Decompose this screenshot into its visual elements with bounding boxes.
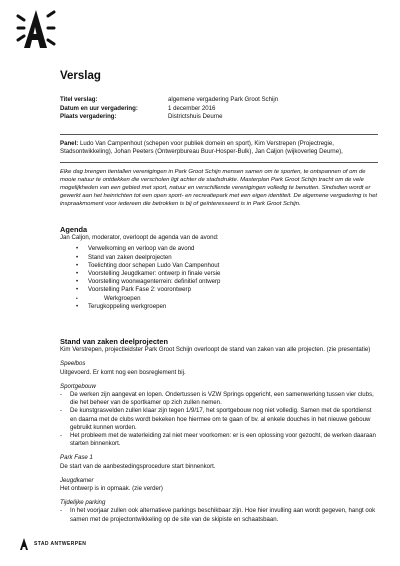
list-item: • Toelichting door schepen Ludo Van Campenhout	[88, 262, 378, 270]
list-item: • Stand van zaken deelprojecten	[88, 254, 378, 262]
divider	[60, 134, 378, 135]
sport-item-text: De werken zijn aangevat en lopen. Ondertussen is VZW Springs opgericht, een samenwerking tussen vier clubs, die het beheer van de sportkamer op zich zullen nemen.	[70, 391, 374, 407]
page-title: Verslag	[60, 70, 101, 82]
list-item: - Het probleem met de waterleiding zal niet meer voorkomen: er is een oplossing voor gezocht, de werken daaraan starten binnenkort.	[60, 432, 378, 448]
sport-item-text: De kunstgrasvelden zullen klaar zijn tegen 1/9/17, het sportgebouw nog niet volledig. Samen met de sportdienst en daarna met de clubs wordt bekeken hoe hiermee om te gaan of bv. al enkele douches in het nieuwe gebouw gebruikt kunnen worden.	[70, 407, 372, 431]
list-item: - De kunstgrasvelden zullen klaar zijn tegen 1/9/17, het sportgebouw nog niet volledig. Samen met de sportdienst en daarna met de clubs wordt bekeken hoe hiermee om te gaan of bv. al enkele douches in het nieuwe gebouw gebruikt kunnen worden.	[60, 407, 378, 432]
parking-title: Tijdelijke parking	[60, 499, 106, 507]
sport-item-text: Het probleem met de waterleiding zal niet meer voorkomen: er is een oplossing voor gezocht, de werken daaraan starten binnenkort.	[70, 432, 376, 448]
fase-text: De start van de aanbestedingsprocedure start binnenkort.	[60, 462, 216, 470]
divider	[60, 162, 378, 163]
list-item: • Voorstelling Jeugdkamer: ontwerp in finale versie	[88, 270, 378, 278]
agenda-section	[60, 226, 378, 311]
meta-row	[60, 105, 380, 114]
meta-value: algemene vergadering Park Groot Schijn	[168, 96, 279, 103]
list-item: - In het voorjaar zullen ook alternatieve parkings beschikbaar zijn. Hoe hier invulling aan wordt gegeven, hangt ook samen met de projectontwikkeling op de site van de skipiste en schaatsbaan.	[60, 507, 378, 523]
panel-block	[60, 140, 378, 157]
agenda-list	[60, 245, 378, 311]
stand-lead: Kim Verstrepen, projectleidster Park Groot Schijn overloopt de stand van zaken van alle projecten. (zie presentatie)	[60, 346, 371, 354]
speelbos-title: Speelbos	[60, 360, 86, 368]
jeugd-title: Jeugdkamer	[60, 476, 94, 484]
footer-text: STAD ANTWERPEN	[34, 541, 87, 547]
parking-text: In het voorjaar zullen ook alternatieve parkings beschikbaar zijn. Hoe hier invulling aan wordt gegeven, hangt ook samen met de projectontwikkeling op de site van de skipiste en schaatsbaan.	[70, 507, 376, 523]
meta-row	[60, 113, 380, 122]
panel-text: Ludo Van Campenhout (schepen voor publiek domein en sport), Kim Verstrepen (Projectregie, Stadsontwikkeling), Johan Peeters (Ontwerpbureau Buur-Hosper-Bulk), Jan Caljon (wijkoverleg Deurne),	[60, 140, 343, 156]
meta-key: Datum en uur vergadering:	[60, 104, 138, 112]
antwerpen-logo-icon	[14, 8, 58, 52]
stand-heading: Stand van zaken deelprojecten	[60, 337, 169, 346]
list-item: • Verwelkoming en verloop van de avond	[88, 245, 378, 253]
stad-logo-icon	[18, 538, 30, 550]
list-subitem: • Werkgroepen	[88, 295, 378, 303]
meta-value: 1 december 2016	[168, 104, 216, 112]
list-item: • Voorstelling woonwagenterrein: definitief ontwerp	[88, 278, 378, 286]
list-item: - De werken zijn aangevat en lopen. Ondertussen is VZW Springs opgericht, een samenwerking tussen vier clubs, die het beheer van de sportkamer op zich zullen nemen.	[60, 391, 378, 407]
meta-table	[60, 96, 380, 122]
sport-title: Sportgebouw	[60, 382, 96, 390]
fase-title: Park Fase 1	[60, 454, 93, 462]
meta-key: Titel verslag:	[60, 96, 98, 103]
jeugd-text: Het ontwerp is in opmaak. (zie verder)	[60, 485, 163, 493]
list-item: • Voorstelling Park Fase 2: voorontwerp	[88, 286, 378, 294]
meta-row	[60, 96, 380, 105]
intro-paragraph: Elke dag brengen tientallen verenigingen in Park Groot Schijn mensen samen om te sporten, te ontspannen of om de mooie natuur te ontdekken die verscholen ligt achter de stadsdrukte. Masterplan Park Groot Schijn tracht om de vele mogelijkheden van een gebied met sport, natuur en verschillende verenigingen volledig te benutten. Sindsdien wordt er gewerkt aan het heinrichten tot een open sport- en recreatiepark met een eigen identiteit. De algemene vergadering is het inspraakmoment voor iedereen die betrokken is bij of geïnteresseerd is in Park Groot Schijn.	[60, 169, 377, 207]
stand-section	[60, 338, 378, 524]
agenda-lead: Jan Caljon, moderator, overloopt de agenda van de avond:	[60, 234, 219, 242]
agenda-heading: Agenda	[60, 225, 88, 234]
meta-key: Plaats vergadering:	[60, 113, 117, 121]
list-item: • Terugkoppeling werkgroepen	[88, 303, 378, 311]
meta-value: Districtshuis Deurne	[168, 113, 223, 121]
speelbos-text: Uitgevoerd. Er komt nog een bosreglement bij.	[60, 368, 186, 376]
panel-label: Panel:	[60, 140, 79, 147]
